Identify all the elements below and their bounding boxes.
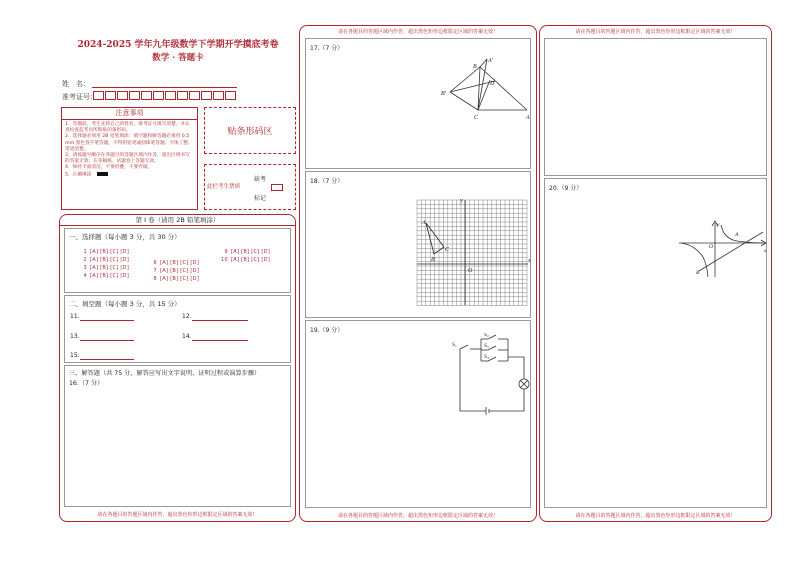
page-title: 2024-2025 学年九年级数学下学期开学摸底考卷 [77,40,279,50]
notice-item-1: 1．答题前，考生先将自己的姓名，准考证号填写清楚，并认真检查监考员所粘贴的条形码。 [65,122,190,134]
choice-row[interactable]: 4 [A] [B] [C] [D] [83,273,130,279]
q20-label: 20.（9 分） [549,185,583,192]
q15-answer-line[interactable] [80,352,134,360]
solve-section[interactable] [64,365,291,507]
q18-label-b: B [431,257,435,263]
absent-mark-area [204,164,296,210]
absent-mark-bottom: 标记 [254,195,267,202]
q18-label-x: x [528,258,531,264]
notice-title: 注意事项 [62,108,197,120]
page-subtitle: 数学 · 答题卡 [152,53,204,63]
choice-row[interactable]: 10 [A] [B] [C] [D] [221,257,271,263]
q20-label-x: x [764,248,767,254]
answer-area-col3 [539,25,772,522]
q17-label-b-prime: B′ [441,91,446,97]
q12-label: 12. [182,313,192,320]
q15-label: 15. [70,352,80,359]
solve-title: 三、解答题（共 75 分，解答应写出文字说明、证明过程或演算步骤） [69,370,261,377]
q19-label-s1: S₁ [452,342,457,348]
q19-continued-box[interactable] [544,38,767,176]
choice-row[interactable]: 3 [A] [B] [C] [D] [83,265,130,271]
q16-label: 16.（7 分） [69,380,104,387]
choice-title: 一、选择题（每小题 3 分，共 30 分） [69,233,181,241]
q14-label: 14. [182,333,192,340]
q17-label-b: B [473,64,477,70]
choice-row[interactable]: 6 [A] [B] [C] [D] [153,260,200,266]
q18-label-o: O [468,268,473,274]
volume-title: 第 I 卷（请用 2B 铅笔填涂） [60,215,295,226]
q11-answer-line[interactable] [80,313,134,321]
notice-item-3: 3．请按题号顺序在各题目的答题区域内作答，超出区域书写的答案无效；在草稿纸、试题卷上答题无效。 [65,153,190,165]
q19-label-s4: S₄ [484,354,489,360]
q20-label-y: y [717,222,720,228]
choice-row[interactable]: 9 [A] [B] [C] [D] [224,249,271,255]
choice-row[interactable]: 8 [A] [B] [C] [D] [153,276,200,282]
q17-label-a-prime: A′ [488,58,493,64]
name-field[interactable] [92,79,237,88]
q20-label-b: B [696,270,700,276]
q18-box[interactable] [305,171,531,318]
fill-section [64,295,291,363]
q19-box[interactable] [305,320,531,508]
q13-answer-line[interactable] [80,333,134,341]
q19-label-s2: S₂ [484,333,489,338]
filled-sample-icon [97,172,108,176]
barcode-label: 贴条形码区 [227,127,273,137]
notice-item-4: 4．保持卡面清洁，不要折叠，不要弄破。 [65,165,153,171]
q17-label: 17.（7 分） [310,45,344,52]
q13-label: 13. [70,333,80,340]
q17-figure [432,55,540,123]
q18-label-c: C [445,247,450,253]
absent-forbidden-label: 此栏考生禁填 [207,184,241,190]
answer-area-col1 [59,214,296,522]
footer-notice-col1: 请在各题目的答题区域内作答，超出黑色矩形边框限定区域的答案无效！ [97,512,258,518]
q20-box[interactable] [544,178,767,508]
q20-figure [677,219,767,279]
notice-item-2: 2．选择题必须用 2B 铅笔填涂；填空题和解答题必须用 0.5 mm 黑色签字笔答题，不得用铅笔或圆珠笔答题；字体工整、笔迹清楚。 [65,134,193,152]
exam-no-label: 准考证号： [62,93,97,101]
absent-checkbox[interactable] [271,184,283,191]
choice-row[interactable]: 1 [A] [B] [C] [D] [83,249,130,255]
q19-label-s3: S₃ [484,343,489,349]
barcode-area [204,107,296,154]
answer-area-col2 [299,25,537,522]
notice-box [61,107,198,210]
q18-label-a: A [422,220,426,226]
q19-label: 19.（9 分） [310,327,344,334]
choice-row[interactable]: 2 [A] [B] [C] [D] [83,257,130,263]
fill-title: 二、填空题（每小题 3 分，共 15 分） [69,300,181,308]
q17-label-d: D [490,81,495,87]
name-label: 姓 名： [62,80,90,88]
q18-grid-figure [414,192,534,308]
q19-circuit-figure [446,333,536,415]
exam-no-field[interactable] [93,91,237,100]
q18-label: 18.（7 分） [310,178,344,185]
q11-label: 11. [70,313,80,320]
q18-label-y: y [460,198,463,204]
choice-section [64,228,291,293]
choice-row[interactable]: 7 [A] [B] [C] [D] [153,268,200,274]
q17-label-c: C [474,115,479,121]
header-notice-col3: 请在各题目的答题区域内作答，超出黑色矩形边框限定区域的答案无效！ [575,29,736,35]
q17-label-a: A [526,115,530,121]
absent-mark-top: 缺考 [254,176,267,183]
q20-label-a: A [735,232,739,238]
notice-item-5: 5．正确填涂 [65,172,92,178]
header-notice-col2: 请在各题目的答题区域内作答，超出黑色矩形边框限定区域的答案无效！ [337,29,498,35]
footer-notice-col3: 请在各题目的答题区域内作答，超出黑色矩形边框限定区域的答案无效！ [575,513,736,519]
q20-label-o: O [709,244,713,250]
q14-answer-line[interactable] [192,333,248,341]
q17-box[interactable] [305,38,531,169]
q12-answer-line[interactable] [192,313,248,321]
footer-notice-col2: 请在各题目的答题区域内作答，超出黑色矩形边框限定区域的答案无效！ [337,513,498,519]
